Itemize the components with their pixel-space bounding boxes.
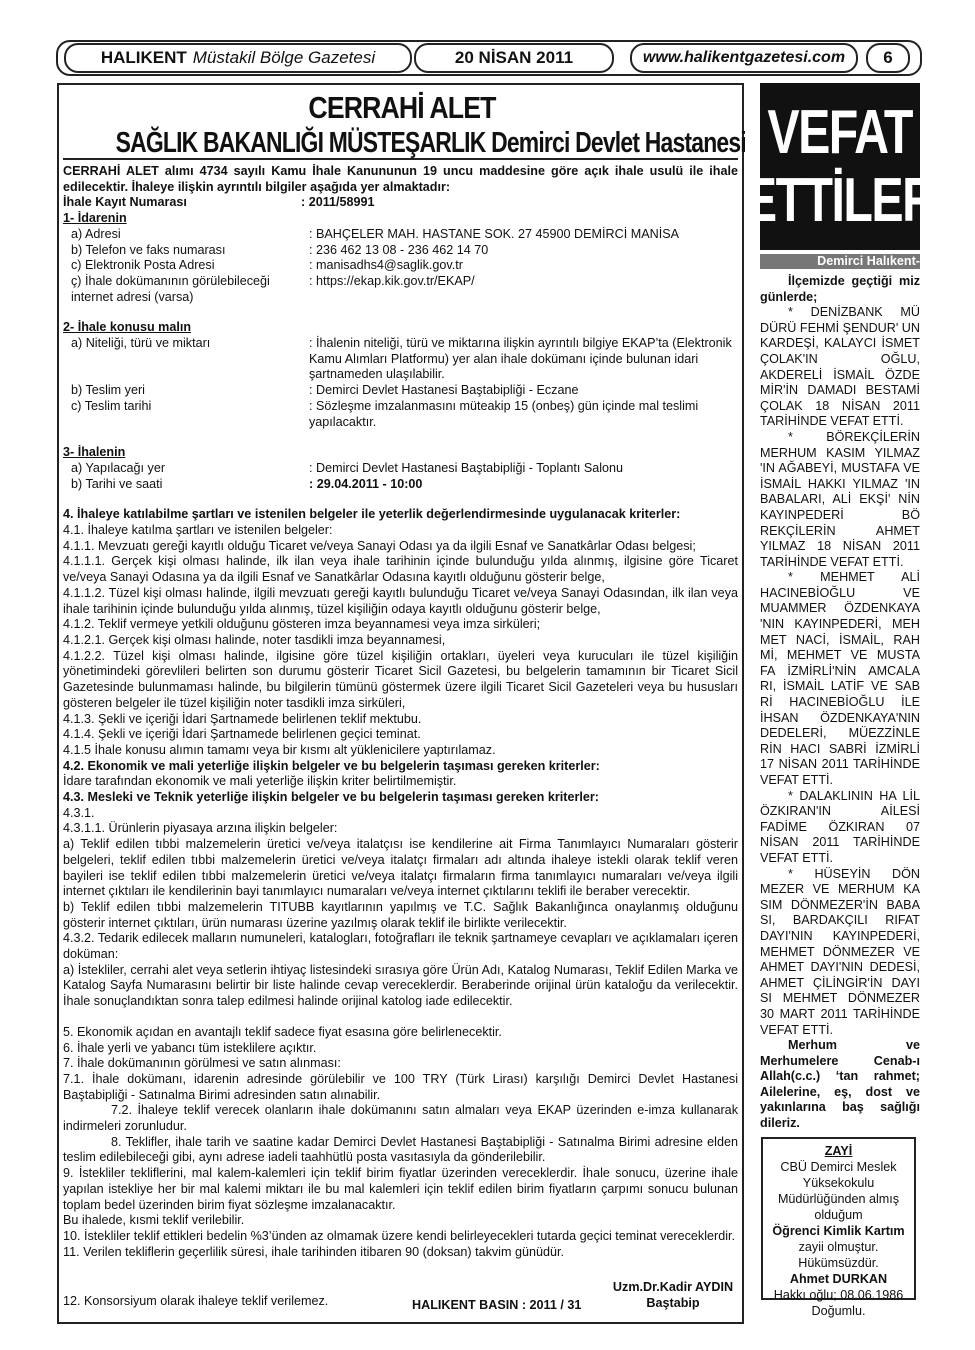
criteria-paragraph: 4.1.4. Şekli ve içeriği İdari Şartnamede belirlenen geçici teminat.: [63, 727, 421, 742]
page-number: 6: [866, 43, 910, 73]
last-item: 12. Konsorsiyum olarak ihaleye teklif verilemez.: [63, 1294, 329, 1308]
criteria-paragraph: 4.3.1.: [63, 805, 95, 820]
obituary-entry: * DENİZBANK MÜ DÜRÜ FEHMİ ŞENDUR' UN KARDEŞİ, KALAYCI İSMET ÇOLAK'IN OĞLU, AKDERELİ İSMAİL ÖZDE MİR'İN DAMADI BESTAMİ ÇOLAK 18 NİSAN 2011 TARİHİNDE VEFAT ETTİ.: [760, 305, 920, 429]
criteria-paragraph: b) Teklif edilen tıbbi malzemelerin TITUBB kayıtlarının yapılmış ve T.C. Sağlık Bakanlığınca onaylanmış olduğunu gösterir internet çıktıları, ürün numarası üzerine yazılmış olarak teklif ile birlikte verilecektir.: [63, 899, 738, 930]
criteria-paragraph: İdare tarafından ekonomik ve mali yeterliğe ilişkin kriter belirtilmemiştir.: [63, 774, 457, 789]
criteria-paragraphs: [63, 507, 738, 1260]
admin-key: a) Adresi: [71, 226, 121, 241]
criteria-paragraph: 4.1. İhaleye katılma şartları ve istenilen belgeler:: [63, 523, 333, 538]
goods-value: : Sözleşme imzalanmasını müteakip 15 (onbeş) gün içinde mal teslimi yapılacaktır.: [309, 398, 699, 429]
ekap-link[interactable]: : https://ekap.kik.gov.tr/EKAP/: [309, 273, 475, 288]
notice-title: CERRAHİ ALET: [308, 90, 496, 125]
section-3-heading: 3- İhalenin: [63, 445, 126, 460]
criteria-paragraph: 4.3.1.1. Ürünlerin piyasaya arzına ilişkin belgeler:: [63, 821, 338, 836]
criteria-paragraph: 4.1.2.2. Tüzel kişi olması halinde, ilgisine göre tüzel kişiliğin ortakları, üyeleri veya kurucuları ile tüzel kişiliğin yönetimindeki görevlileri belirten son durumu gösterir Ticaret Sicil Gazetesi, bu belgelerin tamamının bir Ticaret Sicil Gazetesinde bulunmaması halinde, bu bilgilerin tümünü göstermek üzere ilgili Ticaret Sicil Gazeteleri veya bu hususları gösteren belgeler ile tüzel kişiliğin noter tasdikli imza sirküleri,: [63, 648, 738, 710]
tender-value: : Demirci Devlet Hastanesi Baştabipliği - Toplantı Salonu: [309, 460, 624, 475]
admin-email[interactable]: : manisadhs4@saglik.gov.tr: [309, 258, 463, 273]
obituary-entry: * BÖREKÇİLERİN MERHUM KASIM YILMAZ 'IN AĞABEYİ, MUSTAFA VE İSMAİL HAKKI YILMAZ 'IN BABALARI, ALİ EKŞİ' NİN KAYINPEDERİ BÖ REKÇİLERİN AHMET YILMAZ 18 NİSAN 2011 TARİHİNDE VEFAT ETTİ.: [760, 429, 920, 569]
criteria-paragraph: 4.1.1.1. Gerçek kişi olması halinde, ilk ilan veya ihale tarihinin içinde bulunduğu yılda alınmış, ilgisine göre Ticaret ve/veya Sanayi Odasına ya da ilgili Esnaf ve Sanatkârlar Odasına kayıtlı olduğunu gösterir belge,: [63, 554, 738, 585]
obituary-title-line1: VEFAT: [767, 97, 913, 167]
criteria-paragraph: 4.1.1. Mevzuatı gereği kayıtlı olduğu Ticaret ve/veya Sanayi Odası ya da ilgili Esnaf ve Sanatkârlar Odası belgesi;: [63, 538, 696, 553]
admin-value: : 236 462 13 08 - 236 462 14 70: [309, 242, 489, 257]
notice-intro: CERRAHİ ALET alımı 4734 sayılı Kamu İhale Kanununun 19 uncu maddesine göre açık ihale usulü ile ihale edilecektir. İhaleye ilişkin ayrıntılı bilgiler aşağıda yer almaktadır:: [63, 164, 738, 194]
criteria-paragraph: 10. İstekliler teklif ettikleri bedelin %3’ünden az olmamak üzere kendi belirleyecekleri tutarda geçici teminat vereceklerdir.: [63, 1229, 735, 1243]
admin-row: [63, 274, 738, 305]
signatory-name: Uzm.Dr.Kadir AYDIN: [612, 1280, 734, 1294]
goods-row: [63, 399, 738, 430]
notice-subtitle: SAĞLIK BAKANLIĞI MÜSTEŞARLIK Demirci Devlet Hastanesi: [115, 127, 746, 159]
lost-item: Öğrenci Kimlik Kartım: [772, 1224, 905, 1238]
registration-label: İhale Kayıt Numarası: [63, 195, 187, 210]
admin-key: c) Elektronik Posta Adresi: [71, 258, 215, 273]
issue-date: 20 NİSAN 2011: [414, 43, 614, 73]
tender-row: [63, 477, 738, 493]
criteria-paragraph: 11. Verilen tekliflerin geçerlilik süresi, ihale tarihinden itibaren 90 (doksan) takvim günüdür.: [63, 1244, 564, 1259]
signature-block: [609, 1279, 737, 1311]
criteria-paragraph: Bu ihalede, kısmi teklif verilebilir.: [63, 1213, 245, 1228]
obituary-entry: * HÜSEYİN DÖN MEZER VE MERHUM KA SIM DÖNMEZER'İN BABA SI, BARDAKÇILI RIFAT DAYI'NIN KAYINPEDERİ, MEHMET DÖNMEZER VE AHMET DAYI'NIN DEDESİ, AHMET ÇİLİNGİR'İN DAYI SI MEHMET DÖNMEZER 30 MART 2011 TARİHİNDE VEFAT ETTİ.: [760, 866, 920, 1037]
website-link[interactable]: www.halikentgazetesi.com: [630, 43, 858, 73]
goods-key: a) Niteliği, türü ve miktarı: [71, 336, 211, 351]
section-1-heading: 1- İdarenin: [63, 211, 127, 226]
lost-id-notice: [761, 1137, 916, 1318]
notice-body: [63, 164, 738, 1260]
goods-key: b) Teslim yeri: [71, 383, 145, 398]
registration-value: : 2011/58991: [301, 195, 375, 210]
admin-value: : BAHÇELER MAH. HASTANE SOK. 27 45900 DEMİRCİ MANİSA: [309, 226, 679, 241]
obituary-intro: İlçemizde geçtiği miz günlerde;: [760, 274, 920, 304]
obituary-title-line2: ETTİLER: [744, 165, 936, 235]
criteria-paragraph: 5. Ekonomik açıdan en avantajlı teklif sadece fiyat esasına göre belirlenecektir.: [63, 1024, 502, 1039]
criteria-paragraph: a) İstekliler, cerrahi alet veya setlerin ihtiyaç listesindeki sırasıya göre Ürün Adı, Katalog Numarası, Teklif Edilen Marka ve Katalog Sayfa Numarasını belirtir bir liste halinde cevap vereceklerdir. Beraberinde orijinal ürün kataloğu da verilecektir. İhale sonuçlandıktan sonra talep edilmesi halinde orijinal katolog iade edilecektir.: [63, 962, 738, 1009]
tender-value: : 29.04.2011 - 10:00: [309, 476, 423, 491]
goods-key: c) Teslim tarihi: [71, 398, 152, 413]
signatory-title: Baştabip: [646, 1296, 700, 1310]
lost-notice-text: CBÜ Demirci Meslek Yüksekokulu Müdürlüğünden almış olduğum: [777, 1160, 900, 1222]
registration-row: [63, 195, 738, 211]
criteria-paragraph: 8. Teklifler, ihale tarih ve saatine kadar Demirci Devlet Hastanesi Baştabipliği - Satınalma Birimi adresine elden teslim edilebileceği gibi, aynı adrese iadeli taahhütlü posta vasıtasıyla da gönderilebilir.: [63, 1134, 738, 1165]
criteria-paragraph: 7.1. İhale dokümanı, idarenin adresinde görülebilir ve 100 TRY (Türk Lirası) karşılığı Demirci Devlet Hastanesi Baştabipliği - Satınalma Birimi adresinden satın alınabilir.: [63, 1071, 738, 1102]
tender-key: a) Yapılacağı yer: [71, 460, 166, 475]
admin-key: b) Telefon ve faks numarası: [71, 242, 226, 257]
lost-notice-title: ZAYİ: [824, 1144, 853, 1158]
criteria-paragraph: 4.1.3. Şekli ve içeriği İdari Şartnamede belirlenen teklif mektubu.: [63, 711, 422, 726]
criteria-paragraph: 6. İhale yerli ve yabancı tüm isteklilere açıktır.: [63, 1040, 317, 1055]
obituary-entry: * MEHMET ALİ HACINEBİOĞLU VE MUAMMER ÖZDENKAYA 'NIN KAYINPEDERİ, MEH MET NACİ, İSMAİL, RAH Mİ, MEHMET VE MUSTA FA İZMİRLİ'NİN AMCALA RI, İSMAİL LATİF VE SAB Rİ HACINEBİOĞLU İLE İHSAN ÖZDENKAYA'NIN DEDELERİ, MÜEZZİNLE RİN HACI SABRİ İZMİRLİ 17 NİSAN 2011 TARİHİNDE VEFAT ETTİ.: [760, 570, 920, 787]
admin-key: ç) İhale dokümanının görülebileceği internet adresi (varsa): [71, 273, 270, 304]
criteria-paragraph: 7. İhale dokümanının görülmesi ve satın alınması:: [63, 1056, 341, 1071]
lost-notice-status: zayii olmuştur. Hükümsüzdür.: [798, 1240, 879, 1270]
obituary-entry: * DALAKLININ HA LİL ÖZKIRAN'IN AİLESİ FADİME ÖZKIRAN 07 NİSAN 2011 TARİHİNDE VEFAT ETTİ.: [760, 788, 920, 865]
owner-name: Ahmet DURKAN: [789, 1272, 888, 1286]
criteria-paragraph: a) Teklif edilen tıbbi malzemelerin üretici ve/veya italatçısı ise kendilerine ait Firma Tanımlayıcı Numaraları gösterir belgeleri, teklif edilen tıbbi malzemelerin üretici ve/veya italatçı firmaları adı altında ihaleye istekli olarak teklif veren bayileri ise teklif edilen tıbbi malzemelerin üretici ve/veya italatçı firmaların firma tanımlayıcı numaraları ve/veya ilgili internet çıktıları ile kendilerinin bayi tanımlayıcı numaraları ve/veya internet çıktılarını teklifi ile beraber verecektir.: [63, 837, 738, 899]
criteria-paragraph: 4. İhaleye katılabilme şartları ve istenilen belgeler ile yeterlik değerlendirmesinde uygulanacak kriterler:: [63, 507, 681, 522]
criteria-paragraph: 4.1.1.2. Tüzel kişi olması halinde, ilgili mevzuatı gereği kayıtlı bulunduğu Ticaret ve/veya Sanayi Odasından, ilk ilan veya ihale tarihinin içinde bulunduğu yılda alınmış, tüzel kişiliğin odaya kayıtlı olduğunu gösterir belge,: [63, 585, 738, 616]
press-code: HALIKENT BASIN : 2011 / 31: [412, 1298, 582, 1312]
goods-value: : Demirci Devlet Hastanesi Baştabipliği - Eczane: [309, 383, 579, 398]
admin-row: [63, 227, 738, 243]
obituary-source: Demirci Halıkent-: [760, 254, 920, 269]
criteria-paragraph: 9. İstekliler tekliflerini, mal kalem-kalemleri için teklif birim fiyatlar üzerinden vereceklerdir. İhale sonucu, üzerine ihale yapılan istekliye her bir mal kalemi miktarı ile bu mal kalemleri için teklif edilen birim fiyatların çarpımı sonucu bulunan toplam bedel üzerinden birim fiyat sözleşme imzalanacaktır.: [63, 1166, 738, 1212]
section-2-heading: 2- İhale konusu malın: [63, 320, 192, 335]
criteria-paragraph: 4.3. Mesleki ve Teknik yeterliğe ilişkin belgeler ve bu belgelerin taşıması gereken kriterler:: [63, 790, 599, 805]
tender-key: b) Tarihi ve saati: [71, 476, 163, 491]
criteria-paragraph: 4.1.2.1. Gerçek kişi olması halinde, noter tasdikli imza beyannamesi,: [63, 632, 446, 647]
criteria-paragraph: 4.1.2. Teklif vermeye yetkili olduğunu gösteren imza beyannamesi veya imza sirküleri;: [63, 617, 541, 632]
admin-row: [63, 258, 738, 274]
obituary-closing: Merhum ve Merhumelere Cenab-ı Allah(c.c.) ‘tan rahmet; Ailelerine, eş, dost ve yakınlarına baş sağlığı dileriz.: [760, 1038, 920, 1131]
admin-row: [63, 243, 738, 259]
paper-name-pill: [64, 43, 412, 73]
criteria-paragraph: 4.1.5 İhale konusu alımın tamamı veya bir kısmı alt yüklenicilere yaptırılamaz.: [63, 742, 496, 757]
paper-subtitle: Müstakil Bölge Gazetesi: [192, 48, 376, 67]
obituary-banner: [744, 83, 936, 250]
goods-row: [63, 336, 738, 383]
criteria-paragraph: 4.2. Ekonomik ve mali yeterliğe ilişkin belgeler ve bu belgelerin taşıması gereken kriterler:: [63, 758, 600, 773]
goods-value: : İhalenin niteliği, türü ve miktarına ilişkin ayrıntılı bilgiye EKAP’ta (Elektronik Kamu Alımları Platformu) yer alan ihale dokümanı içinde bulunan idari şartnameden ulaşılabilir.: [309, 336, 732, 382]
title-divider: [63, 158, 738, 160]
paper-name: HALIKENT: [100, 48, 187, 67]
obituary-column: [760, 274, 920, 1132]
tender-row: [63, 461, 738, 477]
criteria-paragraph: 4.3.2. Tedarik edilecek malların numuneleri, katalogları, fotoğrafları ile teknik şartnameye cevapları ve açıklamaları içeren doküman:: [63, 931, 738, 962]
owner-details: Hakkı oğlu; 08.06.1986 Doğumlu.: [773, 1288, 904, 1318]
criteria-paragraph: 7.2. İhaleye teklif verecek olanların ihale dokümanını satın almaları veya EKAP üzerinden e-imza kullanarak indirmeleri zorunludur.: [63, 1103, 738, 1134]
goods-row: [63, 383, 738, 399]
